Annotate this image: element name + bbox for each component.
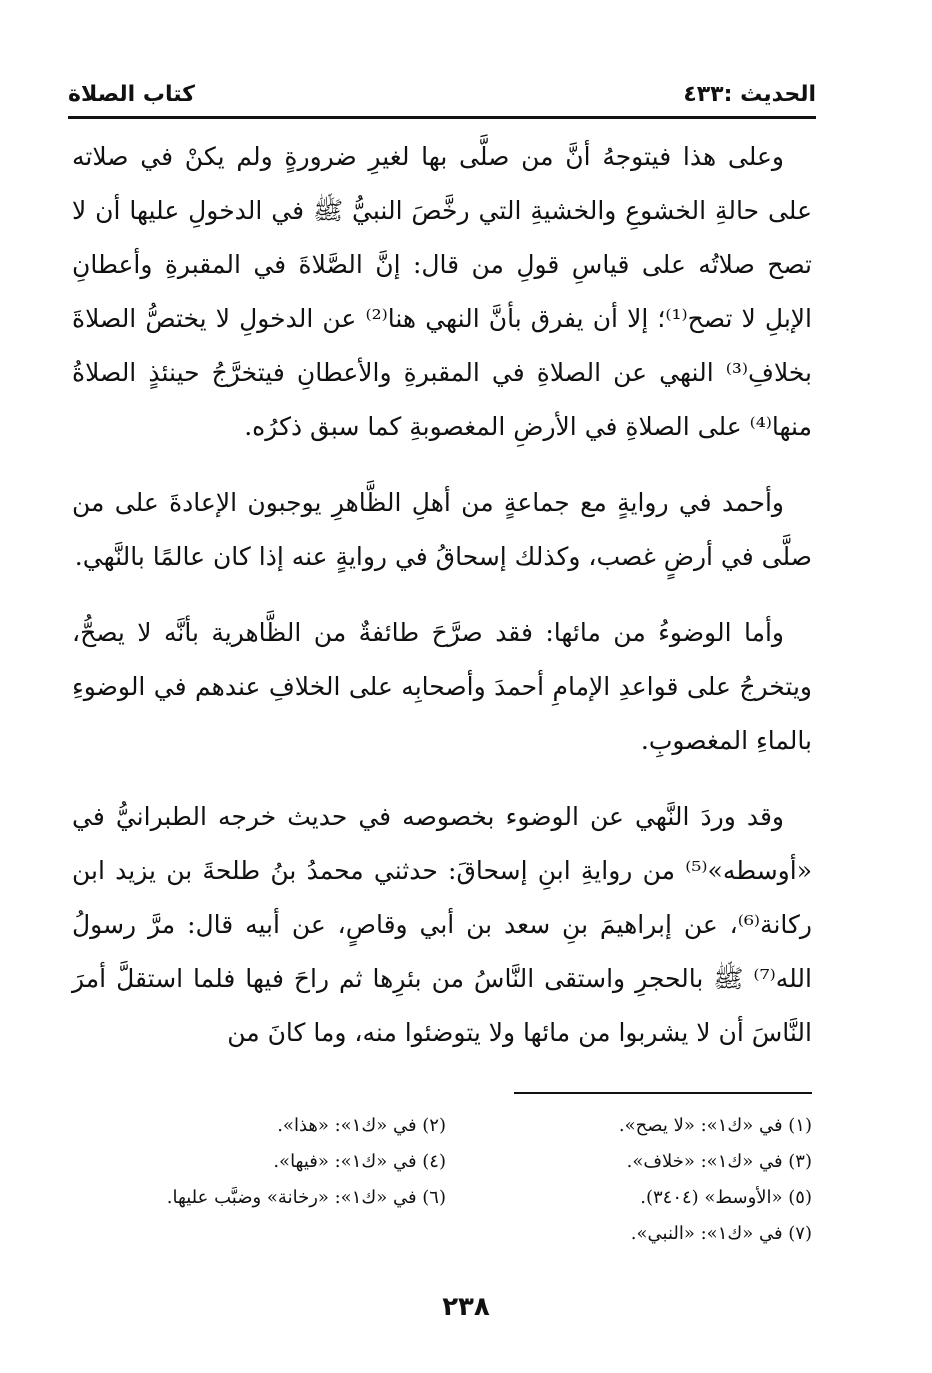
footnote: (٢) في «ك١»: «هذا». <box>277 1115 446 1136</box>
footnote: (١) في «ك١»: «لا يصح». <box>618 1115 812 1136</box>
footnote: (٧) في «ك١»: «النبي». <box>630 1223 812 1244</box>
running-header <box>68 74 816 114</box>
footnote <box>120 1220 446 1248</box>
paragraph: وقد وردَ النَّهي عن الوضوء بخصوصه في حديث خرجه الطبرانيُّ في «أوسطه»⁽⁵⁾ من روايةِ ابنِ إسحاقَ: حدثني محمدُ بنُ طلحةَ بن يزيد ابن ركانة⁽⁶⁾، عن إبراهيمَ بنِ سعد بن أبي وقاصٍ، عن أبيه قال: مرَّ رسولُ الله⁽⁷⁾ ﷺ بالحجرِ واستقى النَّاسُ من بئرِها ثم راحَ فيها فلما استقلَّ أمرَ النَّاسَ أن لا يشربوا من مائها ولا يتوضئوا منه، وما كانَ من <box>72 802 812 1047</box>
paragraph: وأحمد في روايةٍ مع جماعةٍ من أهلِ الظَّاهرِ يوجبون الإعادةَ على من صلَّى في أرضٍ غصب، وكذلك إسحاقُ في روايةٍ عنه إذا كان عالمًا بالنَّهي. <box>72 488 812 571</box>
main-text <box>72 130 812 1082</box>
footnote: (٣) في «ك١»: «خلاف». <box>626 1151 812 1172</box>
paragraph: وأما الوضوءُ من مائها: فقد صرَّحَ طائفةٌ من الظَّاهرية بأنَّه لا يصحُّ، ويتخرجُ على قواعدِ الإمامِ أحمدَ وأصحابِه على الخلافِ عندهم في الوضوءِ بالماءِ المغصوبِ. <box>72 618 812 755</box>
footnotes <box>120 1112 812 1248</box>
header-rule <box>68 116 816 119</box>
book-title: كتاب الصلاة <box>68 81 195 107</box>
footnote-separator <box>514 1092 812 1094</box>
footnote: (٤) في «ك١»: «فيها». <box>273 1151 446 1172</box>
paragraph: وعلى هذا فيتوجهُ أنَّ من صلَّى بها لغيرِ ضرورةٍ ولم يكنْ في صلاته على حالةِ الخشوعِ والخشيةِ التي رخَّصَ النبيُّ ﷺ في الدخولِ عليها أن لا تصح صلاتُه على قياسِ قولِ من قال: إنَّ الصَّلاةَ في المقبرةِ وأعطانِ الإبلِ لا تصح⁽¹⁾؛ إلا أن يفرق بأنَّ النهي هنا⁽²⁾ عن الدخولِ لا يختصُّ الصلاةَ بخلافِ⁽³⁾ النهي عن الصلاةِ في المقبرةِ والأعطانِ فيتخرَّجُ حينئذٍ الصلاةُ منها⁽⁴⁾ على الصلاةِ في الأرضِ المغصوبةِ كما سبق ذكرُه. <box>72 142 812 441</box>
hadith-reference: الحديث :٤٣٣ <box>683 81 816 107</box>
page-number: ٢٣٨ <box>442 1292 490 1322</box>
footnote: (٦) في «ك١»: «رخانة» وضبَّب عليها. <box>166 1187 446 1208</box>
footnote: (٥) «الأوسط» (٣٤٠٤). <box>640 1187 812 1208</box>
